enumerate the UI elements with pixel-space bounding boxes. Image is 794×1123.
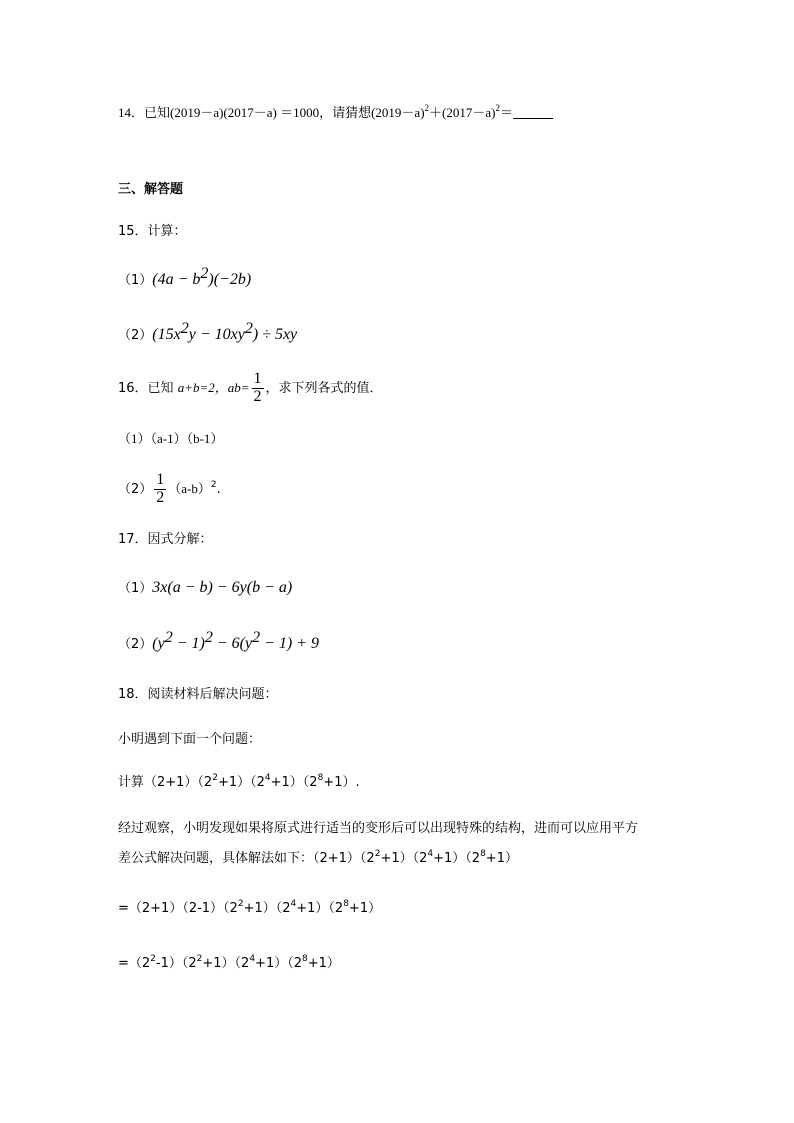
para2-b: +1）（2 — [380, 851, 428, 866]
denominator: 2 — [253, 387, 262, 405]
part-label: （1） — [118, 581, 153, 596]
question-16-part2 — [118, 472, 221, 507]
numerator: 1 — [156, 471, 165, 488]
expr: （a-b） — [168, 480, 211, 496]
calc-c: +1）（2 — [270, 775, 318, 790]
exponent: 2 — [180, 320, 189, 337]
step1-d: +1） — [348, 901, 382, 916]
question-15-stem: 15．计算： — [118, 224, 187, 239]
question-16-part1: （1）（a-1）（b-1） — [118, 431, 224, 446]
exponent: 2 — [252, 629, 261, 646]
q14-text: 14．已知(2019－a)(2017－a) ＝1000，请猜想(2019－a) — [118, 105, 425, 120]
exponent: 2 — [164, 629, 173, 646]
period: . — [216, 481, 221, 497]
question-18-step2 — [118, 954, 340, 971]
expr-c: − 6(y — [212, 635, 253, 652]
condition: a+b=2，ab= — [177, 379, 250, 395]
exponent: 2 — [204, 629, 213, 646]
exponent: 2 — [244, 320, 253, 337]
step2-b: -1）（2 — [155, 956, 197, 971]
fraction — [154, 472, 166, 507]
q14-mid: ＋(2017－a) — [429, 105, 496, 120]
question-17-part2 — [118, 629, 319, 652]
exponent: 8 — [343, 899, 349, 909]
question-18-stem: 18．阅读材料后解决问题： — [118, 687, 278, 702]
part-label: （2） — [118, 637, 153, 652]
question-15-part1 — [118, 265, 252, 288]
step2-d: +1）（2 — [255, 956, 302, 971]
numerator: 1 — [253, 370, 262, 387]
exponent: 2 — [237, 899, 244, 909]
calc-b: +1）（2 — [217, 775, 265, 790]
question-14 — [118, 103, 553, 120]
expr-a: (15x — [152, 326, 181, 343]
part-label: （2） — [118, 481, 153, 497]
denominator: 2 — [156, 488, 165, 506]
stem-b: ，求下列各式的值． — [265, 380, 383, 396]
exponent: 2 — [200, 265, 209, 282]
exponent: 2 — [150, 954, 156, 964]
question-18-line1: 小明遇到下面一个问题： — [118, 732, 262, 747]
exponent: 2 — [196, 954, 203, 964]
question-17-part1 — [118, 580, 292, 596]
expr-b: y − 10xy — [188, 326, 245, 343]
expr-d: − 1) + 9 — [260, 635, 319, 652]
step2-a: =（2 — [118, 956, 151, 971]
exponent: 2 — [374, 849, 381, 859]
exponent: 2 — [212, 773, 218, 783]
answer-blank[interactable] — [513, 106, 553, 119]
q14-exp1: 2 — [424, 103, 430, 113]
expr-c: ) ÷ 5xy — [252, 326, 298, 343]
exponent: 4 — [290, 899, 297, 909]
question-18-step1 — [118, 899, 382, 916]
q14-exp2: 2 — [495, 103, 500, 113]
stem-a: 16．已知 — [118, 380, 178, 396]
exponent: 2 — [210, 479, 217, 490]
question-18-para1: 经过观察，小明发现如果将原式进行适当的变形后可以出现特殊的结构，进而可以应用平方 — [118, 821, 639, 836]
expr-a: (4a − b — [152, 271, 201, 288]
question-16-stem — [118, 371, 383, 406]
question-17-stem: 17．因式分解： — [118, 532, 213, 547]
exponent: 8 — [317, 773, 324, 783]
para2-c: +1）（2 — [433, 851, 481, 866]
step2-c: +1）（2 — [202, 956, 250, 971]
q14-end: ＝ — [499, 105, 513, 120]
question-15-part2 — [118, 320, 298, 343]
exponent: 8 — [301, 954, 308, 964]
exponent: 4 — [427, 849, 434, 859]
step2-e: +1） — [307, 956, 340, 971]
expr-b: )(−2b) — [208, 271, 252, 288]
calc-a: 计算（2+1）（2 — [118, 775, 213, 790]
exponent: 4 — [264, 773, 271, 783]
step1-b: +1）（2 — [243, 901, 291, 916]
exponent: 4 — [249, 954, 256, 964]
step1-c: +1）（2 — [296, 901, 344, 916]
exponent: 8 — [480, 849, 486, 859]
step1-a: =（2+1）（2-1）（2 — [118, 901, 238, 916]
question-18-para2 — [118, 849, 518, 866]
expr-a: (y — [152, 635, 165, 652]
fraction — [252, 371, 264, 406]
question-18-calc — [118, 773, 360, 790]
para2-a: 差公式解决问题，具体解法如下：（2+1）（2 — [118, 851, 375, 866]
expr: 3x(a − b) − 6y(b − a) — [152, 579, 293, 596]
part-label: （2） — [118, 328, 153, 343]
section-heading: 三、解答题 — [118, 182, 184, 197]
expr-b: − 1) — [172, 635, 205, 652]
calc-d: +1）. — [323, 775, 360, 790]
part-label: （1） — [118, 273, 153, 288]
para2-d: +1） — [485, 851, 518, 866]
